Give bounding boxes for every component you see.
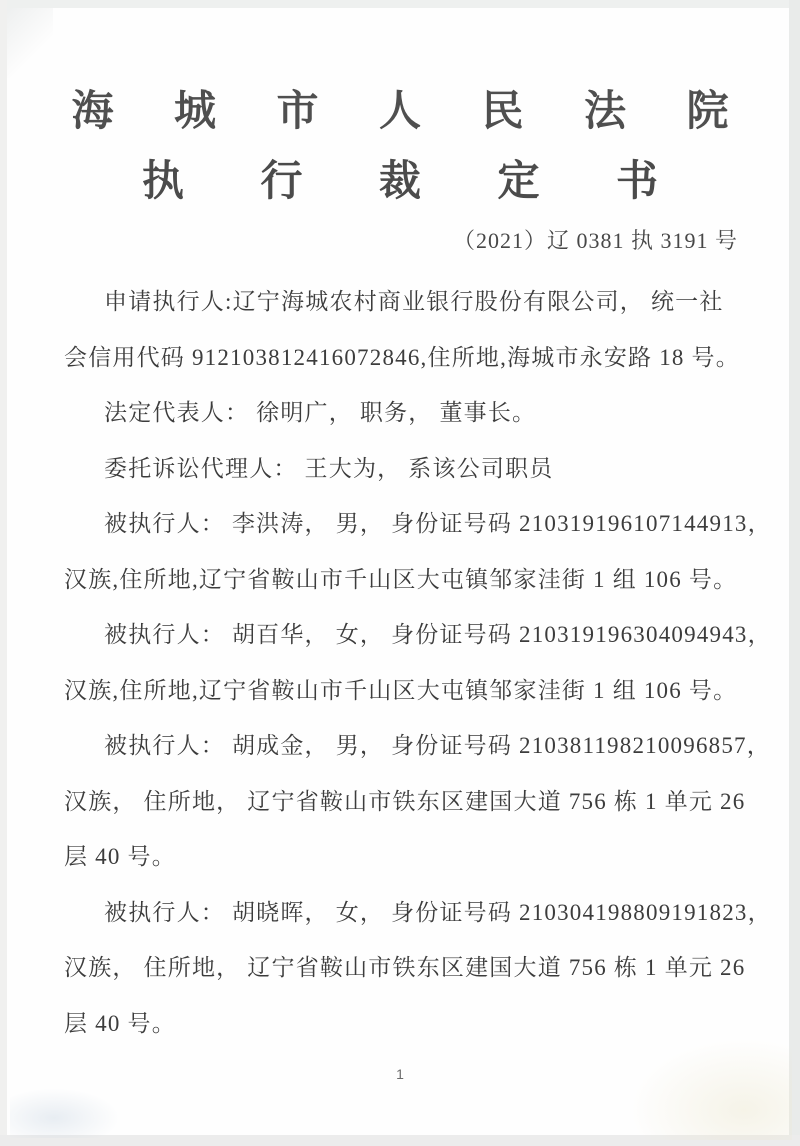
court-name-title: 海 城 市 人 民 法 院: [71, 89, 754, 135]
text-line: 层 40 号。: [64, 844, 176, 869]
document-type-title: 执 行 裁 定 书: [141, 159, 691, 205]
scan-smudge-bottom-left: [10, 1088, 120, 1138]
text-line: 法定代表人： 徐明广， 职务， 董事长。: [104, 400, 537, 425]
text-line: 委托诉讼代理人： 王大为， 系该公司职员: [104, 455, 554, 481]
page-number: 1: [396, 1066, 404, 1082]
text-line: 汉族， 住所地， 辽宁省鞍山市铁东区建国大道 756 栋 1 单元 26: [64, 788, 746, 814]
text-line: 层 40 号。: [64, 1010, 176, 1036]
text-line: 汉族,住所地,辽宁省鞍山市千山区大屯镇邹家洼街 1 组 106 号。: [64, 566, 738, 592]
text-line: 被执行人： 胡百华， 女， 身份证号码 210319196304094943，: [104, 622, 772, 647]
text-line: 申请执行人:辽宁海城农村商业银行股份有限公司， 统一社: [104, 289, 724, 314]
text-line: 汉族， 住所地， 辽宁省鞍山市铁东区建国大道 756 栋 1 单元 26: [64, 955, 746, 980]
text-line: 被执行人： 胡成金， 男， 身份证号码 210381198210096857，: [104, 733, 771, 758]
case-number: （2021）辽 0381 执 3191 号: [452, 228, 738, 253]
scan-smudge-bottom-right: [632, 1040, 792, 1140]
scan-edge-top: [0, 0, 800, 8]
text-line: 汉族,住所地,辽宁省鞍山市千山区大屯镇邹家洼街 1 组 106 号。: [64, 677, 738, 703]
text-line: 会信用代码 912103812416072846,住所地,海城市永安路 18 号。: [64, 344, 740, 370]
document-body: [64, 274, 772, 1051]
text-line: 被执行人： 李洪涛， 男， 身份证号码 210319196107144913，: [104, 511, 772, 536]
text-line: 被执行人： 胡晓晖， 女， 身份证号码 210304198809191823，: [104, 899, 772, 925]
scan-smudge-top-left: [7, 8, 53, 78]
